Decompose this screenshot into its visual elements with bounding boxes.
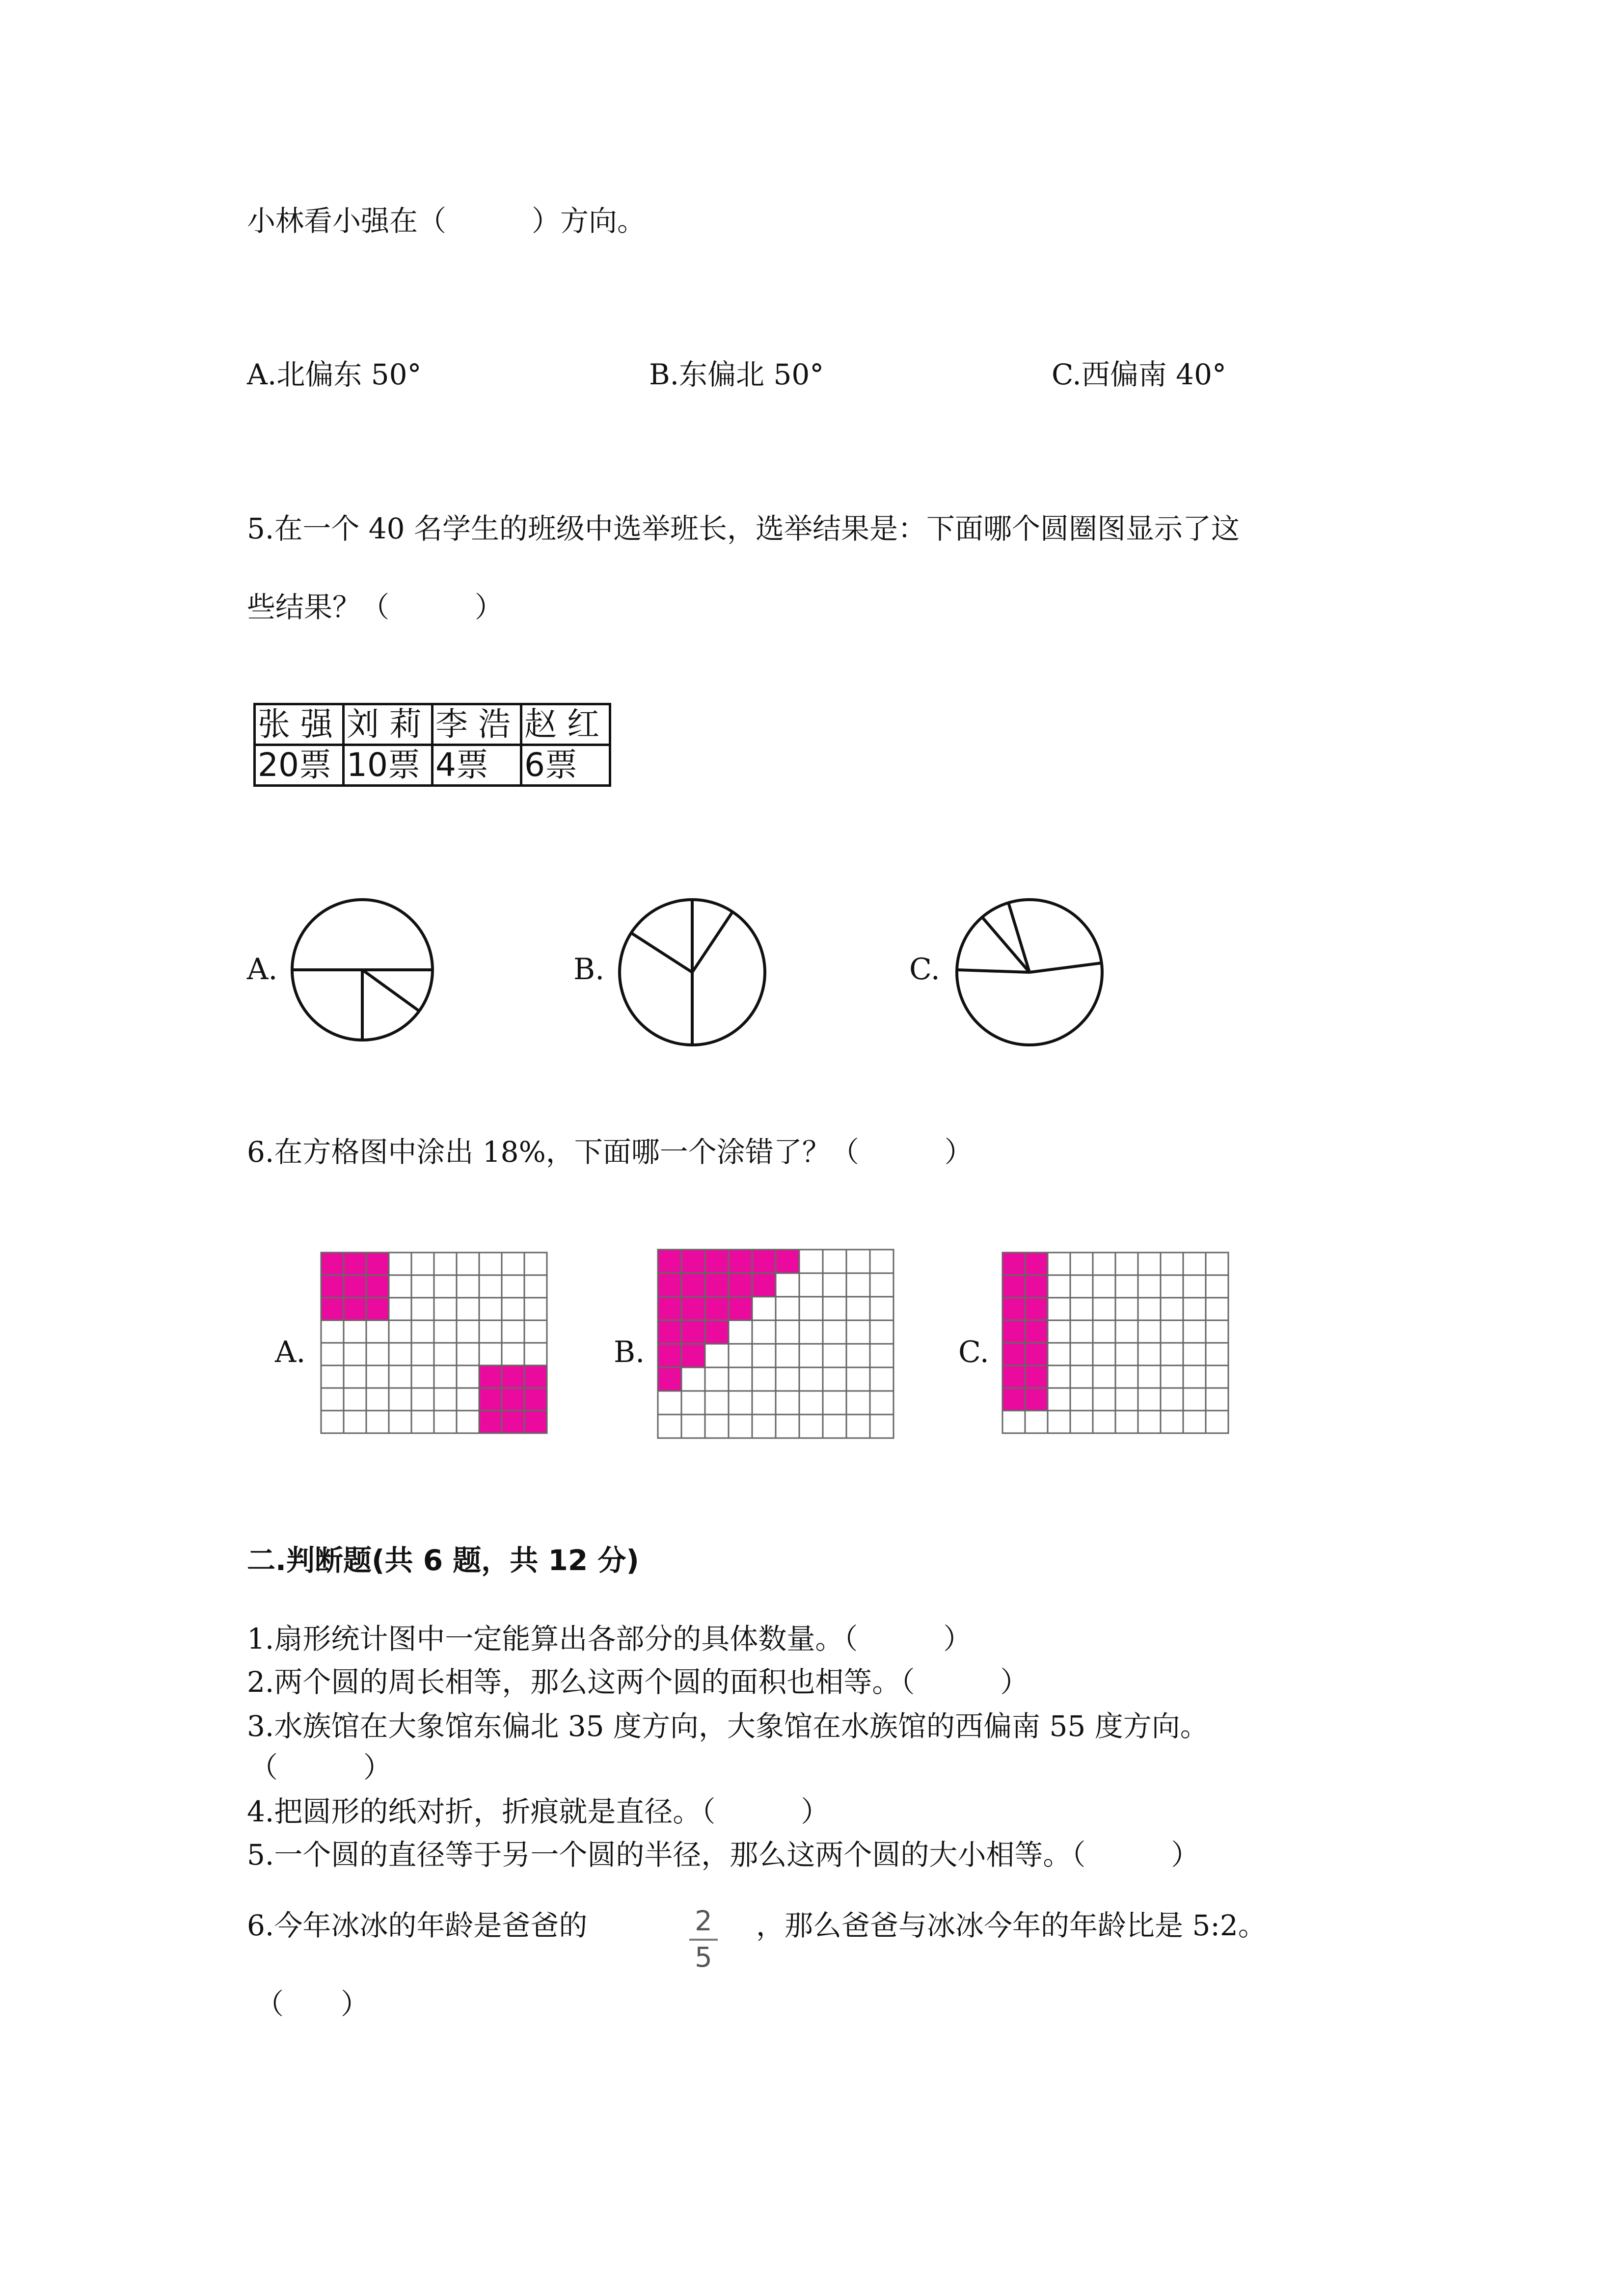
grid-cell: [752, 1320, 776, 1344]
grid-cell: [1115, 1388, 1138, 1411]
grid-cell: [1070, 1411, 1093, 1433]
grid-cell: [479, 1298, 502, 1320]
grid-cell: [799, 1273, 823, 1297]
grid-cell: [1161, 1320, 1183, 1343]
grid-cell: [457, 1388, 479, 1411]
grid-cell: [434, 1343, 457, 1365]
grid-cell: [1070, 1253, 1093, 1275]
grid-cell: [1093, 1343, 1115, 1365]
table-cell-votes: 6票: [521, 745, 610, 786]
grid-cell: [366, 1365, 389, 1388]
grid-cell: [658, 1367, 681, 1391]
grid-cell: [1206, 1275, 1228, 1298]
grid-cell: [1025, 1298, 1048, 1320]
grid-cell: [524, 1388, 547, 1411]
grid-cell: [846, 1415, 870, 1438]
grid-cell: [1183, 1253, 1206, 1275]
grid-cell: [1115, 1320, 1138, 1343]
grid-cell: [870, 1250, 893, 1273]
grid-cell: [389, 1253, 411, 1275]
grid-cell: [1093, 1320, 1115, 1343]
grid-cell: [457, 1365, 479, 1388]
grid-cell: [502, 1411, 524, 1433]
table-cell-name: 李 浩: [433, 704, 521, 745]
judge-item-3: 3.水族馆在大象馆东偏北 35 度方向，大象馆在水族馆的西偏南 55 度方向。: [247, 1709, 1209, 1743]
grid-cell: [366, 1298, 389, 1320]
grid-cell: [681, 1344, 705, 1367]
grid-cell: [524, 1253, 547, 1275]
grid-cell: [823, 1415, 846, 1438]
grid-cell: [776, 1415, 799, 1438]
grid-cell: [1183, 1298, 1206, 1320]
grid-cell: [344, 1253, 366, 1275]
judge-item-6-before: 6.今年冰冰的年龄是爸爸的: [247, 1909, 588, 1942]
grid-cell: [1138, 1388, 1161, 1411]
grid-cell: [705, 1297, 729, 1320]
grid-cell: [1093, 1298, 1115, 1320]
grid-c[interactable]: [1001, 1251, 1236, 1442]
grid-cell: [776, 1297, 799, 1320]
grid-cell: [321, 1388, 344, 1411]
table-cell-votes: 20票: [255, 745, 344, 786]
grid-cell: [1115, 1411, 1138, 1433]
grid-label-b[interactable]: B.: [614, 1335, 645, 1369]
grid-cell: [1048, 1275, 1070, 1298]
grid-cell: [681, 1273, 705, 1297]
table-cell-name: 张 强: [255, 704, 344, 745]
grid-cell: [1070, 1365, 1093, 1388]
grid-cell: [1183, 1320, 1206, 1343]
grid-cell: [658, 1250, 681, 1273]
grid-cell: [1093, 1365, 1115, 1388]
grid-cell: [321, 1343, 344, 1365]
grid-cell: [729, 1415, 752, 1438]
grid-cell: [524, 1365, 547, 1388]
grid-cell: [752, 1415, 776, 1438]
section-heading: 二.判断题(共 6 题，共 12 分): [247, 1544, 639, 1577]
grid-cell: [502, 1343, 524, 1365]
grid-cell: [1048, 1320, 1070, 1343]
grid-cell: [1183, 1388, 1206, 1411]
grid-cell: [1161, 1388, 1183, 1411]
grid-cell: [411, 1365, 434, 1388]
grid-cell: [823, 1273, 846, 1297]
grid-cell: [1206, 1365, 1228, 1388]
grid-cell: [1161, 1365, 1183, 1388]
grid-cell: [1161, 1411, 1183, 1433]
grid-cell: [457, 1320, 479, 1343]
grid-cell: [411, 1343, 434, 1365]
grid-cell: [752, 1250, 776, 1273]
grid-cell: [434, 1298, 457, 1320]
grid-cell: [776, 1250, 799, 1273]
grid-cell: [524, 1275, 547, 1298]
judge-item-3-blank[interactable]: （ ）: [249, 1751, 392, 1784]
grid-cell: [502, 1298, 524, 1320]
fraction-two-fifths: [686, 1906, 721, 1973]
grid-cell: [389, 1388, 411, 1411]
grid-cell: [846, 1320, 870, 1344]
grid-cell: [658, 1320, 681, 1344]
grid-cell: [1138, 1411, 1161, 1433]
grid-b[interactable]: [656, 1248, 896, 1444]
grid-cell: [389, 1320, 411, 1343]
grid-cell: [411, 1298, 434, 1320]
grid-cell: [658, 1415, 681, 1438]
grid-cell: [1206, 1343, 1228, 1365]
grid-cell: [705, 1415, 729, 1438]
table-cell-votes: 10票: [344, 745, 433, 786]
grid-cell: [434, 1411, 457, 1433]
grid-cell: [729, 1297, 752, 1320]
grid-cell: [411, 1388, 434, 1411]
grid-cell: [344, 1411, 366, 1433]
grid-cell: [344, 1343, 366, 1365]
table-row-names: [255, 704, 610, 745]
grid-cell: [1206, 1388, 1228, 1411]
grid-cell: [1025, 1388, 1048, 1411]
fraction-bar: [689, 1939, 718, 1941]
grid-cell: [752, 1273, 776, 1297]
grid-cell: [1161, 1253, 1183, 1275]
grid-cell: [524, 1411, 547, 1433]
pie-c-radius-right: [1029, 963, 1102, 972]
grid-cell: [823, 1367, 846, 1391]
grid-cell: [1183, 1343, 1206, 1365]
grid-cell: [729, 1344, 752, 1367]
grid-cell: [389, 1343, 411, 1365]
judge-item-5: 5.一个圆的直径等于另一个圆的半径，那么这两个圆的大小相等。（ ）: [247, 1838, 1200, 1871]
grid-cell: [1070, 1343, 1093, 1365]
grid-cell: [344, 1275, 366, 1298]
grid-cell: [846, 1344, 870, 1367]
grid-cell: [729, 1367, 752, 1391]
grid-cell: [434, 1388, 457, 1411]
pie-a-radius-slant: [362, 970, 419, 1011]
grid-cell: [776, 1367, 799, 1391]
grid-cell: [321, 1411, 344, 1433]
grid-cell: [705, 1320, 729, 1344]
grid-cell: [1002, 1388, 1025, 1411]
grid-cell: [799, 1367, 823, 1391]
grid-cell: [776, 1344, 799, 1367]
grid-cell: [1093, 1275, 1115, 1298]
grid-cell: [1161, 1275, 1183, 1298]
grid-cell: [1070, 1298, 1093, 1320]
grid-cell: [411, 1253, 434, 1275]
grid-cell: [479, 1343, 502, 1365]
grid-cell: [1025, 1275, 1048, 1298]
grid-cell: [321, 1320, 344, 1343]
grid-cell: [1002, 1320, 1025, 1343]
grid-cell: [1183, 1365, 1206, 1388]
grid-cell: [321, 1298, 344, 1320]
grid-cell: [799, 1320, 823, 1344]
grid-cell: [799, 1415, 823, 1438]
q5-stem-line1: 5.在一个 40 名学生的班级中选举班长，选举结果是：下面哪个圆圈图显示了这: [247, 512, 1240, 545]
pie-c-radius-left: [957, 970, 1029, 972]
grid-cell: [1002, 1298, 1025, 1320]
grid-cell: [1183, 1411, 1206, 1433]
pie-chart-a[interactable]: [289, 896, 436, 1043]
grid-cell: [321, 1275, 344, 1298]
grid-label-a[interactable]: A.: [275, 1335, 306, 1369]
judge-item-1: 1.扇形统计图中一定能算出各部分的具体数量。（ ）: [247, 1622, 972, 1655]
grid-cell: [411, 1411, 434, 1433]
grid-cell: [457, 1411, 479, 1433]
q4-option-a[interactable]: A.北偏东 50°: [247, 358, 422, 391]
grid-cell: [823, 1250, 846, 1273]
pie-label-b[interactable]: B.: [573, 952, 605, 987]
grid-cell: [823, 1297, 846, 1320]
grid-cell: [870, 1297, 893, 1320]
grid-cell: [366, 1275, 389, 1298]
grid-cell: [681, 1320, 705, 1344]
grid-cell: [799, 1297, 823, 1320]
grid-cell: [366, 1411, 389, 1433]
grid-cell: [681, 1391, 705, 1415]
grid-cell: [752, 1391, 776, 1415]
grid-cell: [799, 1344, 823, 1367]
grid-cell: [1048, 1411, 1070, 1433]
grid-cell: [729, 1391, 752, 1415]
table-row-votes: [255, 745, 610, 786]
grid-cell: [434, 1275, 457, 1298]
grid-cell: [457, 1343, 479, 1365]
grid-cell: [1002, 1275, 1025, 1298]
grid-cell: [1206, 1411, 1228, 1433]
judge-item-6-blank[interactable]: （ ）: [255, 1987, 370, 2021]
fraction-numerator: 2: [695, 1905, 712, 1937]
grid-cell: [729, 1320, 752, 1344]
q4-option-c[interactable]: C.西偏南 40°: [1052, 358, 1226, 391]
grid-cell: [658, 1297, 681, 1320]
pie-b-radius-upper-right: [692, 912, 732, 972]
grid-cell: [1002, 1253, 1025, 1275]
pie-label-c[interactable]: C.: [909, 952, 940, 987]
vote-result-table: [253, 703, 611, 787]
grid-cell: [1115, 1253, 1138, 1275]
grid-cell: [681, 1415, 705, 1438]
grid-cell: [524, 1320, 547, 1343]
grid-cell: [823, 1344, 846, 1367]
grid-cell: [321, 1253, 344, 1275]
grid-cell: [366, 1320, 389, 1343]
grid-cell: [366, 1388, 389, 1411]
grid-cell: [502, 1388, 524, 1411]
grid-cell: [524, 1298, 547, 1320]
table-cell-votes: 4票: [433, 745, 521, 786]
grid-label-c[interactable]: C.: [958, 1335, 989, 1369]
grid-cell: [1048, 1365, 1070, 1388]
grid-cell: [1002, 1411, 1025, 1433]
q6-stem: 6.在方格图中涂出 18%，下面哪一个涂错了？（ ）: [247, 1135, 973, 1169]
grid-cell: [457, 1298, 479, 1320]
judge-item-6-after: ，那么爸爸与冰冰今年的年龄比是 5:2。: [756, 1909, 1267, 1942]
grid-cell: [524, 1343, 547, 1365]
grid-cell: [502, 1320, 524, 1343]
grid-cell: [457, 1253, 479, 1275]
grid-cell: [1206, 1320, 1228, 1343]
grid-cell: [344, 1365, 366, 1388]
grid-cell: [389, 1298, 411, 1320]
grid-cell: [1138, 1275, 1161, 1298]
grid-cell: [479, 1253, 502, 1275]
grid-cell: [681, 1297, 705, 1320]
grid-cell: [658, 1273, 681, 1297]
pie-chart-c[interactable]: [953, 896, 1106, 1048]
q4-stem: 小林看小强在（ ）方向。: [247, 204, 646, 238]
grid-cell: [1048, 1388, 1070, 1411]
grid-cell: [1206, 1298, 1228, 1320]
grid-cell: [846, 1367, 870, 1391]
grid-cell: [502, 1275, 524, 1298]
grid-cell: [434, 1365, 457, 1388]
grid-cell: [434, 1253, 457, 1275]
grid-cell: [1048, 1298, 1070, 1320]
grid-cell: [434, 1320, 457, 1343]
grid-cell: [870, 1391, 893, 1415]
grid-cell: [870, 1415, 893, 1438]
grid-cell: [776, 1320, 799, 1344]
grid-cell: [1115, 1275, 1138, 1298]
grid-cell: [479, 1388, 502, 1411]
grid-cell: [1070, 1275, 1093, 1298]
grid-cell: [389, 1365, 411, 1388]
pie-chart-b[interactable]: [616, 896, 768, 1048]
grid-cell: [776, 1391, 799, 1415]
grid-cell: [658, 1391, 681, 1415]
grid-cell: [1025, 1253, 1048, 1275]
grid-cell: [705, 1250, 729, 1273]
grid-cell: [752, 1367, 776, 1391]
grid-cell: [479, 1411, 502, 1433]
grid-cell: [870, 1367, 893, 1391]
grid-cell: [823, 1320, 846, 1344]
grid-cell: [1138, 1298, 1161, 1320]
grid-cell: [389, 1275, 411, 1298]
grid-cell: [752, 1344, 776, 1367]
grid-cell: [1093, 1253, 1115, 1275]
grid-cell: [729, 1273, 752, 1297]
grid-cell: [479, 1365, 502, 1388]
judge-item-4: 4.把圆形的纸对折，折痕就是直径。（ ）: [247, 1795, 830, 1828]
grid-cell: [1025, 1411, 1048, 1433]
grid-cell: [846, 1273, 870, 1297]
fraction-denominator: 5: [695, 1942, 712, 1974]
grid-cell: [1025, 1365, 1048, 1388]
grid-cell: [658, 1344, 681, 1367]
grid-cell: [1025, 1320, 1048, 1343]
grid-cell: [1138, 1343, 1161, 1365]
pie-b-radius-upper-left: [631, 933, 692, 972]
grid-cell: [411, 1275, 434, 1298]
grid-cell: [799, 1391, 823, 1415]
grid-cell: [705, 1273, 729, 1297]
grid-cell: [1115, 1365, 1138, 1388]
grid-cell: [1206, 1253, 1228, 1275]
grid-cell: [846, 1297, 870, 1320]
grid-cell: [479, 1320, 502, 1343]
grid-cell: [1025, 1343, 1048, 1365]
grid-cell: [344, 1388, 366, 1411]
grid-cell: [870, 1273, 893, 1297]
grid-cell: [389, 1411, 411, 1433]
grid-cell: [1002, 1343, 1025, 1365]
grid-cell: [705, 1367, 729, 1391]
grid-cell: [344, 1298, 366, 1320]
grid-cell: [1161, 1298, 1183, 1320]
grid-cell: [705, 1391, 729, 1415]
grid-cell: [752, 1297, 776, 1320]
grid-cell: [1048, 1253, 1070, 1275]
grid-cell: [502, 1365, 524, 1388]
table-cell-name: 赵 红: [521, 704, 610, 745]
grid-cell: [321, 1365, 344, 1388]
grid-cell: [1093, 1411, 1115, 1433]
grid-cell: [823, 1391, 846, 1415]
table-cell-name: 刘 莉: [344, 704, 433, 745]
grid-cell: [1138, 1365, 1161, 1388]
grid-cell: [1115, 1298, 1138, 1320]
pie-label-a[interactable]: A.: [247, 952, 278, 987]
grid-cell: [1183, 1275, 1206, 1298]
q4-option-b[interactable]: B.东偏北 50°: [649, 358, 824, 391]
grid-cell: [1161, 1343, 1183, 1365]
grid-a[interactable]: [319, 1251, 550, 1442]
grid-cell: [846, 1391, 870, 1415]
grid-cell: [846, 1250, 870, 1273]
grid-cell: [457, 1275, 479, 1298]
grid-cell: [681, 1250, 705, 1273]
grid-cell: [502, 1253, 524, 1275]
grid-cell: [1070, 1388, 1093, 1411]
grid-cell: [366, 1343, 389, 1365]
grid-cell: [1093, 1388, 1115, 1411]
grid-cell: [870, 1344, 893, 1367]
grid-cell: [705, 1344, 729, 1367]
grid-cell: [366, 1253, 389, 1275]
grid-cell: [1048, 1343, 1070, 1365]
grid-cell: [870, 1320, 893, 1344]
grid-cell: [479, 1275, 502, 1298]
grid-cell: [344, 1320, 366, 1343]
grid-cell: [681, 1367, 705, 1391]
grid-cell: [1115, 1343, 1138, 1365]
grid-cell: [1070, 1320, 1093, 1343]
grid-cell: [729, 1250, 752, 1273]
grid-cell: [1138, 1320, 1161, 1343]
grid-cell: [411, 1320, 434, 1343]
grid-cell: [1138, 1253, 1161, 1275]
judge-item-2: 2.两个圆的周长相等，那么这两个圆的面积也相等。（ ）: [247, 1665, 1029, 1699]
grid-cell: [1002, 1365, 1025, 1388]
q5-stem-line2: 些结果？（ ）: [247, 590, 504, 624]
grid-cell: [799, 1250, 823, 1273]
grid-cell: [776, 1273, 799, 1297]
